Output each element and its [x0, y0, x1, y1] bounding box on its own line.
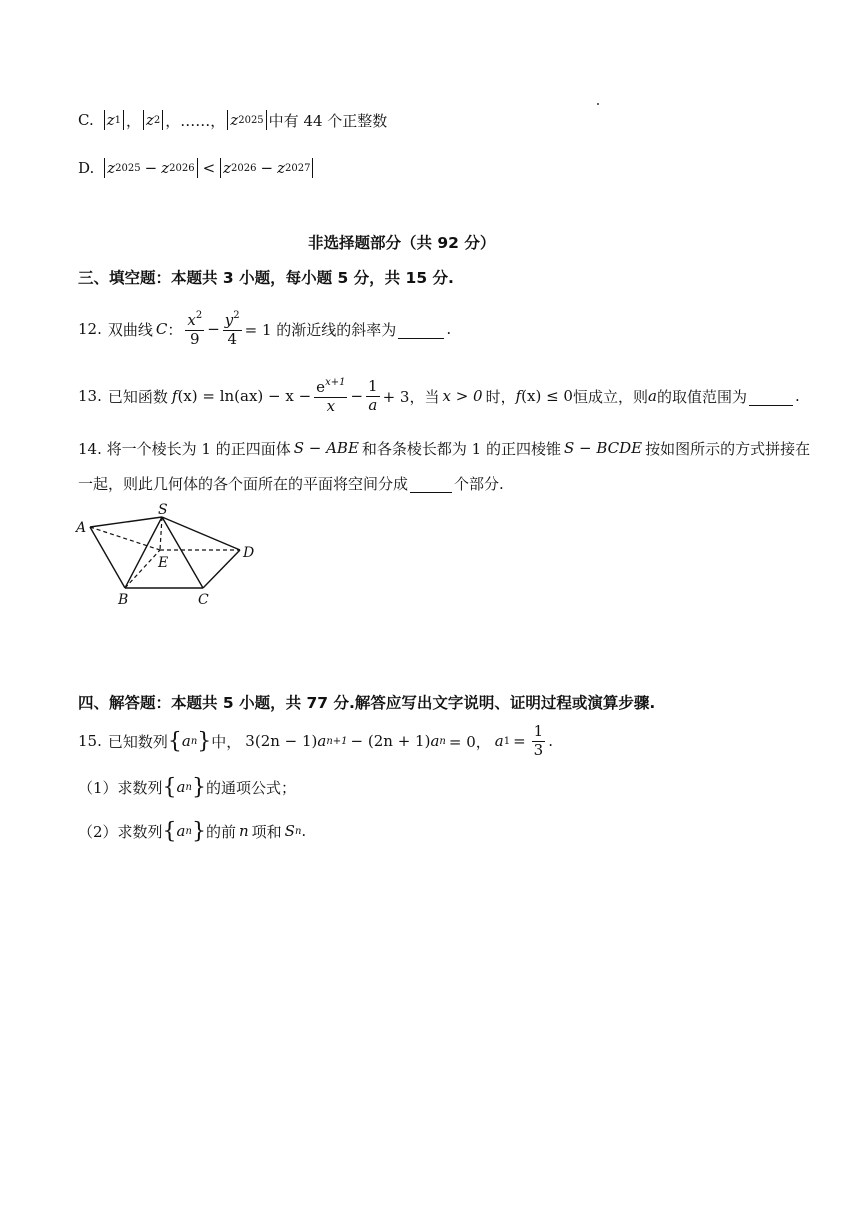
q13-inequality: (x) ≤ 0 — [521, 387, 573, 405]
subscript: 2 — [153, 114, 161, 126]
minus-sign: − — [260, 159, 274, 177]
numerator: 1 — [368, 377, 378, 396]
var-n: n — [238, 822, 249, 840]
q13-expression: (x) = ln(ax) − x − — [177, 387, 312, 405]
var-z: z — [106, 111, 115, 129]
left-brace: { — [162, 774, 177, 800]
var-z: z — [107, 159, 116, 177]
section-nonchoice-title: 非选择题部分（共 92 分） — [308, 234, 496, 252]
stray-dot — [597, 103, 599, 105]
denominator: a — [368, 395, 378, 414]
abs-bar — [312, 158, 313, 178]
edge-AS — [90, 517, 162, 527]
less-than: < — [202, 159, 216, 177]
edge-SC — [162, 517, 203, 588]
subscript: n — [294, 825, 302, 837]
abs-bar — [123, 110, 124, 130]
denominator: x — [326, 396, 336, 415]
minus-sign: − — [207, 320, 220, 338]
edge-SD — [162, 517, 240, 550]
option-c — [78, 108, 387, 132]
geometry-figure — [72, 500, 272, 612]
question-number: 12. — [78, 320, 102, 338]
euler-e: e — [316, 378, 326, 397]
question-12 — [78, 306, 451, 352]
ellipsis: ，……， — [165, 111, 226, 130]
numerator: 1 — [533, 722, 544, 741]
point-A-label: A — [76, 520, 87, 536]
q13-text: 恒成立，则 — [572, 387, 648, 406]
answer-blank[interactable] — [398, 320, 444, 339]
period: . — [548, 732, 553, 750]
var-x: x — [187, 311, 196, 330]
q12-equation-tail: = 1 的渐近线的斜率为 — [244, 320, 397, 339]
q13-text: + 3，当 — [382, 387, 440, 406]
section-4-title: 四、解答题：本题共 5 小题，共 77 分.解答应写出文字说明、证明过程或演算步骤. — [78, 694, 656, 712]
q15-text: 中， — [211, 732, 242, 751]
period: . — [794, 387, 800, 405]
q15-equation: 3(2n − 1) — [245, 732, 318, 750]
q15-equation: = 0， — [448, 732, 491, 751]
point-B-label: B — [118, 592, 129, 608]
superscript: 2 — [195, 310, 203, 322]
q14-text: 一起，则此几何体的各个面所在的平面将空间分成 — [78, 474, 409, 493]
abs-bar — [143, 110, 144, 130]
fraction-1-a — [366, 378, 380, 414]
point-S-label: S — [158, 502, 168, 518]
period: . — [446, 320, 452, 338]
denominator: 3 — [533, 740, 544, 759]
q14-text: 14. 将一个棱长为 1 的正四面体 — [78, 439, 291, 458]
var-a: a — [176, 778, 186, 796]
question-number: 15. — [78, 732, 102, 750]
denominator: 4 — [227, 329, 237, 348]
abs-bar — [266, 110, 267, 130]
separator: ， — [126, 111, 142, 130]
subscript: 1 — [503, 735, 511, 747]
question-14-line-1 — [78, 437, 810, 459]
right-brace: } — [197, 728, 212, 754]
var-a: a — [176, 822, 186, 840]
subscript: n — [190, 735, 198, 747]
fraction-y2-4 — [223, 310, 242, 348]
question-number: 13. — [78, 387, 102, 405]
var-f: f — [171, 387, 178, 405]
fraction-exp — [314, 377, 347, 415]
fraction-x2-9 — [185, 310, 204, 348]
var-C: C — [155, 320, 168, 338]
var-z: z — [277, 159, 285, 177]
abs-bar — [162, 110, 163, 130]
point-D-label: D — [243, 545, 255, 561]
question-15-part-2 — [78, 818, 306, 844]
q14-text: 按如图所示的方式拼接在 — [645, 439, 811, 458]
var-y: y — [224, 311, 234, 330]
var-a: a — [494, 732, 504, 750]
period: . — [301, 822, 307, 840]
var-z: z — [161, 159, 170, 177]
abs-bar — [227, 110, 228, 130]
answer-blank[interactable] — [749, 387, 793, 406]
q14-text: 个部分. — [454, 474, 504, 493]
colon: ： — [167, 320, 183, 339]
point-E-label: E — [158, 555, 169, 571]
subscript: 2027 — [284, 162, 311, 174]
equals: = — [513, 732, 526, 750]
abs-bar — [104, 158, 105, 178]
q15-text: 已知数列 — [107, 732, 168, 751]
abs-bar — [104, 110, 105, 130]
var-z: z — [223, 159, 232, 177]
tetrahedron-name: S − ABE — [293, 439, 359, 457]
subscript: 2026 — [169, 162, 195, 174]
abs-bar — [220, 158, 221, 178]
q15-equation: − (2n + 1) — [350, 732, 431, 750]
left-brace: { — [162, 818, 177, 844]
edge-SE — [160, 517, 162, 550]
q13-text: 已知函数 — [107, 387, 168, 406]
var-a: a — [317, 732, 327, 750]
q12-text: 双曲线 — [107, 320, 153, 339]
var-z: z — [230, 111, 239, 129]
q15-1-text: 的通项公式； — [205, 778, 296, 797]
q14-text: 和各条棱长都为 1 的正四棱锥 — [361, 439, 561, 458]
var-z: z — [146, 111, 154, 129]
option-c-label: C. — [78, 111, 94, 129]
q15-1-text: （1）求数列 — [78, 778, 163, 797]
subscript: 2026 — [231, 162, 257, 174]
var-f: f — [515, 387, 522, 405]
var-a: a — [430, 732, 440, 750]
denominator: 9 — [190, 329, 200, 348]
var-S: S — [284, 822, 295, 840]
q13-text: 的取值范围为 — [656, 387, 747, 406]
subscript: n — [185, 825, 192, 837]
point-C-label: C — [198, 592, 209, 608]
option-c-text: 中有 44 个正整数 — [268, 111, 388, 130]
subscript: n — [185, 781, 192, 793]
question-13 — [78, 372, 800, 420]
abs-bar — [197, 158, 198, 178]
minus-sign: − — [144, 159, 158, 177]
pyramid-name: S − BCDE — [564, 439, 643, 457]
q15-2-text: 项和 — [251, 822, 282, 841]
right-brace: } — [191, 818, 206, 844]
subscript: 2025 — [238, 114, 264, 126]
right-brace: } — [191, 774, 206, 800]
subscript: n — [439, 735, 446, 747]
superscript: x+1 — [325, 377, 346, 389]
q15-2-text: （2）求数列 — [78, 822, 163, 841]
subscript: 2025 — [115, 162, 141, 174]
edge-CD — [203, 550, 240, 588]
q13-text: 时， — [485, 387, 516, 406]
q15-2-text: 的前 — [205, 822, 236, 841]
edge-SB — [125, 517, 162, 588]
fraction-1-3 — [532, 723, 546, 759]
question-15-part-1 — [78, 774, 296, 800]
left-brace: { — [167, 728, 182, 754]
minus-sign: − — [350, 387, 364, 405]
answer-blank[interactable] — [410, 474, 452, 493]
option-d-label: D. — [78, 159, 95, 177]
condition: x > 0 — [442, 387, 483, 405]
var-a: a — [181, 732, 191, 750]
var-a: a — [647, 387, 657, 405]
subscript: 1 — [114, 114, 121, 126]
question-14-line-2 — [78, 472, 504, 494]
question-15 — [78, 718, 553, 764]
section-3-title: 三、填空题：本题共 3 小题，每小题 5 分，共 15 分. — [78, 269, 454, 287]
option-d — [78, 156, 315, 180]
subscript: n+1 — [326, 735, 348, 747]
superscript: 2 — [233, 310, 240, 322]
